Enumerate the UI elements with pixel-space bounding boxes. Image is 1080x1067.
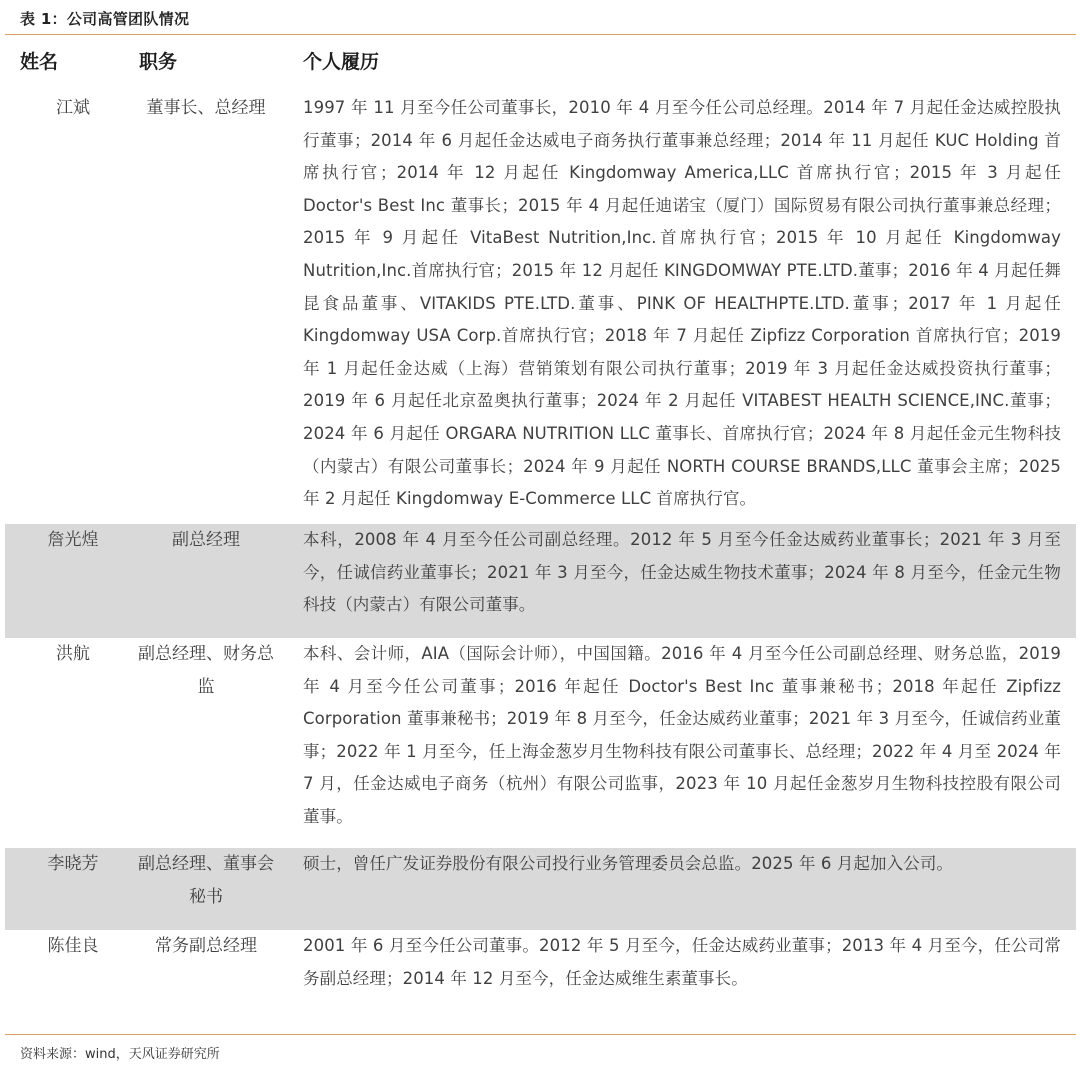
header-role: 职务 xyxy=(139,51,178,73)
exec-role: 副总经理、董事会秘书 xyxy=(138,854,274,907)
exec-name: 詹光煌 xyxy=(47,530,99,550)
table-row xyxy=(5,848,1076,930)
source-note: 资料来源：wind，天风证券研究所 xyxy=(20,1047,220,1062)
table-row xyxy=(5,92,1076,524)
exec-name: 洪航 xyxy=(56,644,90,664)
exec-role: 副总经理、财务总监 xyxy=(138,644,274,697)
exec-bio: 1997 年 11 月至今任公司董事长，2010 年 4 月至今任公司总经理。2014 年 7 月起任金达威控股执行董事；2014 年 6 月起任金达威电子商务执行董事兼总经理；2014 年 11 月起任 KUC Holding 首席执行官；2014 年 12 月起任 Kingdomway America,LLC 首席执行官；2015 年 3 月起任 Doctor's Best Inc 董事长；2015 年 4 月起任迪诺宝（厦门）国际贸易有限公司执行董事兼总经理；2015 年 9 月起任 VitaBest Nutrition,Inc.首席执行官；2015 年 10 月起任 Kingdomway Nutrition,Inc.首席执行官；2015 年 12 月起任 KINGDOMWAY PTE.LTD.董事；2016 年 4 月起任舞昆食品董事、VITAKIDS PTE.LTD.董事、PINK OF HEALTHPTE.LTD.董事；2017 年 1 月起任 Kingdomway USA Corp.首席执行官；2018 年 7 月起任 Zipfizz Corporation 首席执行官；2019 年 1 月起任金达威（上海）营销策划有限公司执行董事；2019 年 3 月起任金达威投资执行董事；2019 年 6 月起任北京盈奥执行董事；2024 年 2 月起任 VITABEST HEALTH SCIENCE,INC.董事；2024 年 6 月起任 ORGARA NUTRITION LLC 董事长、首席执行官；2024 年 8 月起任金元生物科技（内蒙古）有限公司董事长；2024 年 9 月起任 NORTH COURSE BRANDS,LLC 董事会主席；2025 年 2 月起任 Kingdomway E-Commerce LLC 首席执行官。 xyxy=(303,98,1061,509)
exec-role: 副总经理 xyxy=(172,530,240,550)
exec-bio: 2001 年 6 月至今任公司董事。2012 年 5 月至今，任金达威药业董事；2013 年 4 月至今，任公司常务副总经理；2014 年 12 月至今，任金达威维生素董事长。 xyxy=(303,936,1061,988)
table-row xyxy=(5,524,1076,638)
header-name: 姓名 xyxy=(20,51,59,73)
exec-name: 江斌 xyxy=(56,98,90,118)
exec-name: 陈佳良 xyxy=(47,936,99,956)
exec-name: 李晓芳 xyxy=(47,854,99,874)
table-caption: 表 1：公司高管团队情况 xyxy=(20,10,190,28)
table-row xyxy=(5,638,1076,848)
exec-bio: 硕士，曾任广发证券股份有限公司投行业务管理委员会总监。2025 年 6 月起加入公司。 xyxy=(303,854,954,873)
bottom-divider xyxy=(5,1034,1076,1035)
table-row xyxy=(5,930,1076,1010)
exec-bio: 本科，2008 年 4 月至今任公司副总经理。2012 年 5 月至今任金达威药业董事长；2021 年 3 月至今，任诚信药业董事长；2021 年 3 月至今，任金达威生物技术董事；2024 年 8 月至今，任金元生物科技（内蒙古）有限公司董事。 xyxy=(303,530,1061,615)
top-divider xyxy=(5,34,1076,35)
exec-role: 董事长、总经理 xyxy=(146,98,266,118)
header-bio: 个人履历 xyxy=(303,51,380,73)
exec-role: 常务副总经理 xyxy=(155,936,257,956)
exec-bio: 本科、会计师，AIA（国际会计师），中国国籍。2016 年 4 月至今任公司副总经理、财务总监，2019 年 4 月至今任公司董事；2016 年起任 Doctor's Best Inc 董事兼秘书；2018 年起任 Zipfizz Corporation 董事兼秘书；2019 年 8 月至今，任金达威药业董事；2021 年 3 月至今，任诚信药业董事；2022 年 1 月至今，任上海金葱岁月生物科技有限公司董事长、总经理；2022 年 4 月至 2024 年 7 月，任金达威电子商务（杭州）有限公司监事，2023 年 10 月起任金葱岁月生物科技控股有限公司董事。 xyxy=(303,644,1061,826)
